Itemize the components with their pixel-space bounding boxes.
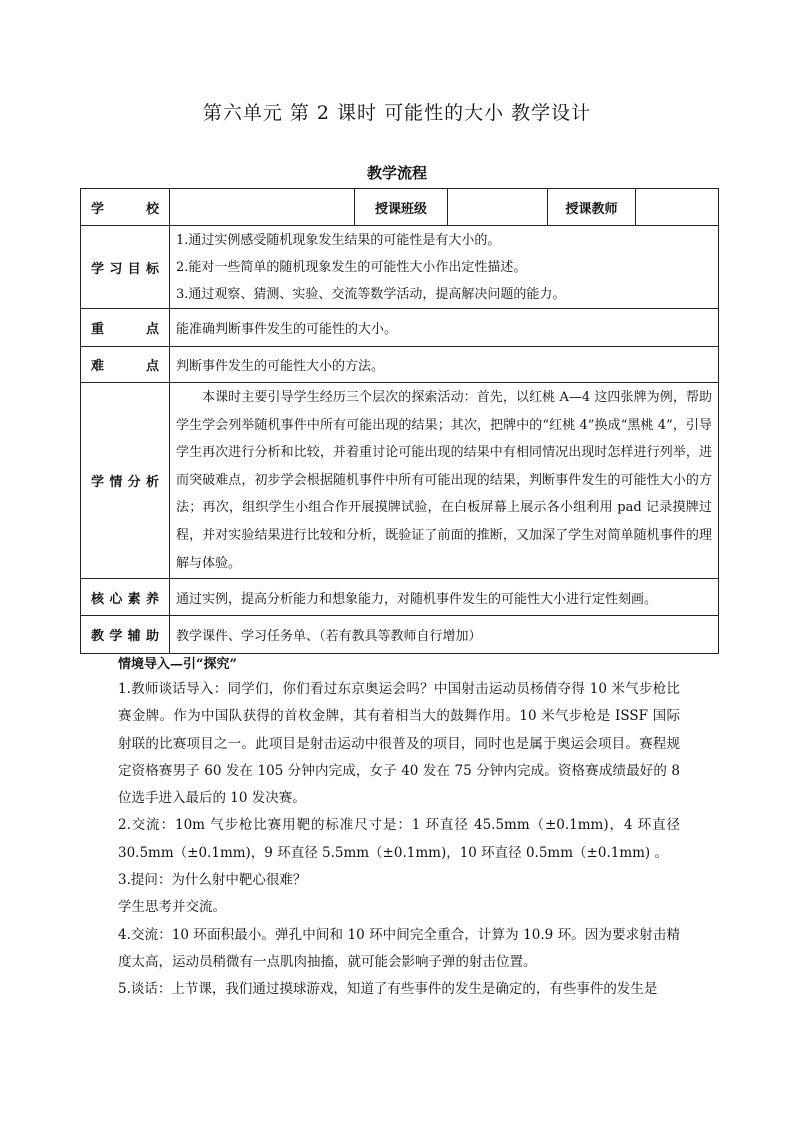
school-value xyxy=(170,189,355,226)
table-row-difficulty xyxy=(81,347,719,383)
paragraph-1: 1.教师谈话导入：同学们，你们看过东京奥运会吗？中国射击运动员杨倩夺得 10 米气步枪比赛金牌。作为中国队获得的首枚金牌，其有着相当大的鼓舞作用。10 米气步枪是 ISSF 国际射联的比赛项目之一。此项目是射击运动中很普及的项目，同时也是属于奥运会项目。赛程规定资格赛男子 60 发在 105 分钟内完成，女子 40 发在 75 分钟内完成。资格赛成绩最好的 8 位选手进入最后的 10 发决赛。 xyxy=(118,681,680,807)
literacy-label: 核心素养 xyxy=(81,579,170,616)
goal-item-2: 2.能对一些简单的随机现象发生的可能性大小作出定性描述。 xyxy=(176,259,527,275)
teaching-flow-table xyxy=(80,188,719,654)
table-row-key-point xyxy=(81,309,719,347)
table-row-aids xyxy=(81,616,719,654)
lesson-body xyxy=(118,654,680,1004)
table-row-analysis xyxy=(81,383,719,579)
section-subtitle: 教学流程 xyxy=(366,164,427,182)
aids-text: 教学课件、学习任务单、（若有教具等教师自行增加） xyxy=(170,616,719,654)
table-row-goals xyxy=(81,226,719,309)
key-point-text: 能准确判断事件发生的可能性的大小。 xyxy=(170,309,719,347)
paragraph-3: 3.提问：为什么射中靶心很难？ xyxy=(118,872,307,889)
teacher-label: 授课教师 xyxy=(548,189,636,226)
goal-item-1: 1.通过实例感受随机现象发生结果的可能性是有大小的。 xyxy=(176,232,501,248)
table-row-literacy xyxy=(81,579,719,616)
class-value xyxy=(448,189,548,226)
analysis-text: 本课时主要引导学生经历三个层次的探索活动：首先，以红桃 A—4 这四张牌为例，帮助学生学会列举随机事件中所有可能出现的结果；其次，把牌中的“红桃 4”换成“黑桃 4”，引导学生再次进行分析和比较，并着重讨论可能出现的结果中有相同情况出现时怎样进行列举，进而突破难点，初步学会根据随机事件中所有可能出现的结果，判断事件发生的可能性大小的方法；再次，组织学生小组合作开展摸牌试验，在白板屏幕上展示各小组利用 pad 记录摸牌过程，并对实验结果进行比较和分析，既验证了前面的推断，又加深了学生对简单随机事件的理解与体验。 xyxy=(170,383,719,579)
school-label: 学 校 xyxy=(81,189,170,226)
difficulty-label: 难 点 xyxy=(81,347,170,383)
goals-label: 学习目标 xyxy=(81,226,170,309)
analysis-label: 学情分析 xyxy=(81,383,170,579)
class-label: 授课班级 xyxy=(355,189,448,226)
paragraph-2: 2.交流：10m 气步枪比赛用靶的标准尺寸是：1 环直径 45.5mm（±0.1mm)，4 环直径 30.5mm（±0.1mm)，9 环直径 5.5mm（±0.1mm)，10 环直径 0.5mm（±0.1mm) 。 xyxy=(118,817,680,861)
difficulty-text: 判断事件发生的可能性大小的方法。 xyxy=(170,347,719,383)
section-heading: 情境导入—引“探究” xyxy=(118,657,237,672)
paragraph-5: 4.交流：10 环面积最小。弹孔中间和 10 环中间完全重合，计算为 10.9 环。因为要求射击精度太高，运动员稍微有一点肌肉抽搐，就可能会影响子弹的射击位置。 xyxy=(118,926,680,970)
page-title: 第六单元 第 2 课时 可能性的大小 教学设计 xyxy=(202,102,592,124)
paragraph-4: 学生思考并交流。 xyxy=(118,899,226,916)
literacy-text: 通过实例，提高分析能力和想象能力，对随机事件发生的可能性大小进行定性刻画。 xyxy=(170,579,719,616)
teacher-value xyxy=(636,189,719,226)
table-row-header-info xyxy=(81,189,719,226)
goals-content xyxy=(170,226,719,309)
key-point-label: 重 点 xyxy=(81,309,170,347)
paragraph-6: 5.谈话：上节课，我们通过摸球游戏，知道了有些事件的发生是确定的，有些事件的发生是 xyxy=(118,981,658,998)
aids-label: 教学辅助 xyxy=(81,616,170,654)
goal-item-3: 3.通过观察、猜测、实验、交流等数学活动，提高解决问题的能力。 xyxy=(176,286,566,302)
